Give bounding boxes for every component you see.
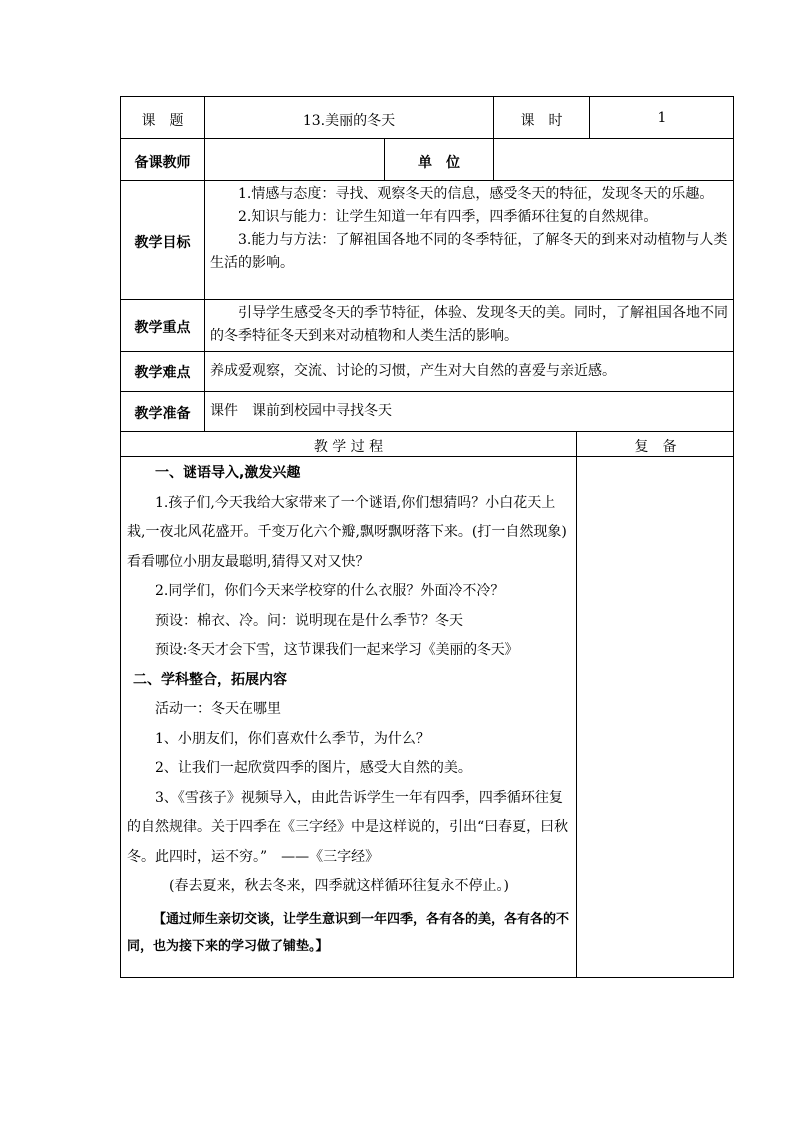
- goals-text: [210, 183, 728, 275]
- goal-item: 3.能力与方法：了解祖国各地不同的冬季特征，了解冬天的到来对动植物与人类生活的影响。: [210, 232, 728, 271]
- goal-item: 2.知识与能力：让学生知道一年有四季，四季循环往复的自然规律。: [238, 209, 658, 225]
- teaching-note: 【通过师生亲切交谈，让学生意识到一年四季，各有各的美，各有各的不同，也为接下来的学习做了铺垫。】: [127, 911, 570, 954]
- row-divider: [120, 456, 734, 457]
- process-content: [127, 459, 573, 960]
- row-divider: [120, 351, 734, 352]
- notes-column-header: 复 备: [634, 439, 677, 455]
- paragraph: 1.孩子们,今天我给大家带来了一个谜语,你们想猜吗？小白花天上栽,一夜北风花盛开。千变万化六个瓣,飘呀飘呀落下来。(打一自然现象)看看哪位小朋友最聪明,猜得又对又快？: [127, 494, 567, 570]
- goal-item: 1.情感与态度：寻找、观察冬天的信息，感受冬天的特征，发现冬天的乐趣。: [238, 186, 714, 202]
- topic-label: 课 题: [141, 113, 184, 129]
- paragraph: 活动一：冬天在哪里: [155, 701, 281, 717]
- section-title: 一、谜语导入,激发兴趣: [155, 465, 301, 481]
- section-title: 二、学科整合，拓展内容: [133, 671, 287, 688]
- paragraph: 1、小朋友们，你们喜欢什么季节，为什么？: [155, 730, 430, 747]
- preparation-label: 教学准备: [134, 406, 191, 422]
- key-point-label: 教学重点: [134, 320, 191, 336]
- paragraph: 预设:冬天才会下雪，这节课我们一起来学习《美丽的冬天》: [155, 642, 519, 658]
- period-label: 课 时: [520, 113, 563, 129]
- period-value: 1: [657, 110, 667, 126]
- row-divider: [120, 391, 734, 392]
- paragraph: 2.同学们，你们今天来学校穿的什么衣服？外面冷不冷？: [155, 583, 505, 599]
- difficulty-text: 养成爱观察，交流、讨论的习惯，产生对大自然的喜爱与亲近感。: [210, 363, 616, 379]
- paragraph: 3、《雪孩子》视频导入，由此告诉学生一年有四季，四季循环往复的自然规律。关于四季在《三字经》中是这样说的，引出“曰春夏，曰秋冬。此四时，运不穷。” ——《三字经》: [127, 789, 569, 865]
- row-divider: [120, 138, 734, 139]
- row-divider: [120, 431, 734, 432]
- col-divider: [204, 96, 205, 431]
- paragraph: 预设：棉衣、冷。问：说明现在是什么季节？冬天: [155, 612, 463, 629]
- row-divider: [120, 180, 734, 181]
- teacher-label: 备课教师: [134, 155, 191, 171]
- paragraph: (春去夏来，秋去冬来，四季就这样循环往复永不停止。): [169, 878, 509, 894]
- paragraph: 2、让我们一起欣赏四季的图片，感受大自然的美。: [155, 760, 472, 776]
- preparation-text: 课件 课前到校园中寻找冬天: [210, 403, 392, 419]
- difficulty-label: 教学难点: [134, 365, 191, 381]
- process-column-header: 教 学 过 程: [313, 439, 384, 455]
- col-divider: [493, 138, 494, 180]
- row-divider: [120, 299, 734, 300]
- unit-label: 单 位: [418, 155, 460, 171]
- topic-value: 13.美丽的冬天: [302, 113, 396, 129]
- key-point-text: 引导学生感受冬天的季节特征，体验、发现冬天的美。同时，了解祖国各地不同的冬季特征冬天到来对动植物和人类生活的影响。: [210, 305, 728, 344]
- col-divider: [576, 431, 577, 978]
- goals-label: 教学目标: [134, 235, 191, 251]
